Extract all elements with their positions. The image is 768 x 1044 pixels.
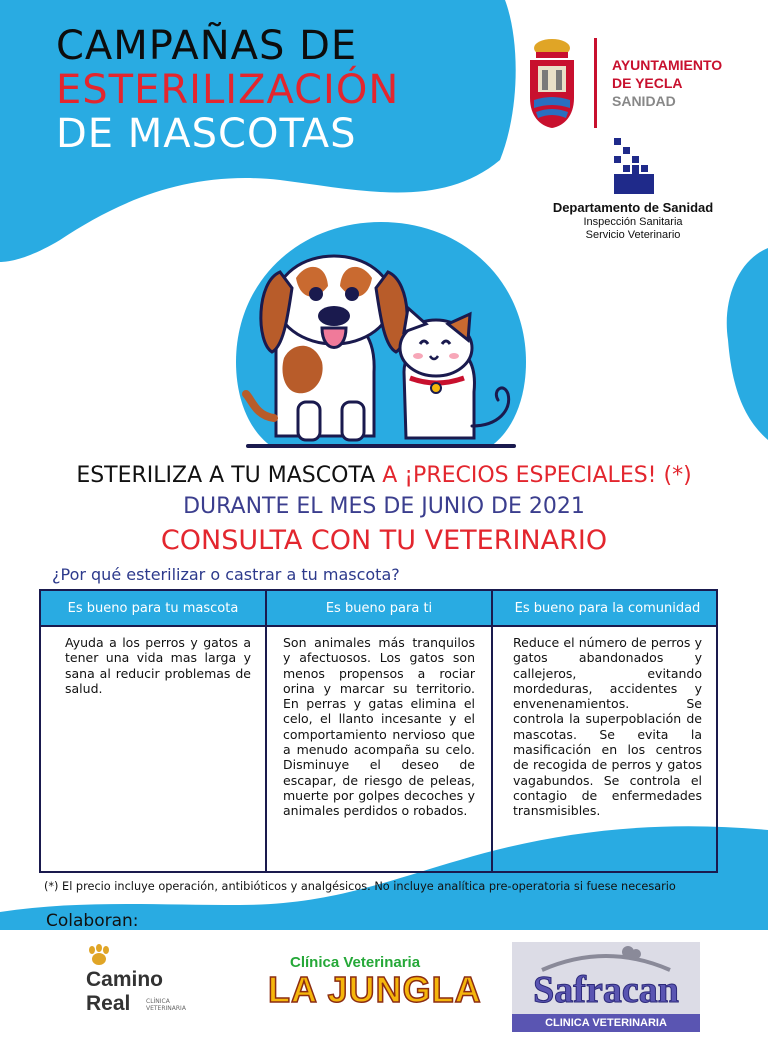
title-line-1: CAMPAÑAS DE [56,23,358,69]
camino-real-line-1: Camino [86,968,164,991]
camino-real-sub-2: VETERINARIA [146,1005,186,1012]
table-header-cell: Es bueno para tu mascota [41,591,267,625]
benefits-table [39,589,718,873]
la-jungla-logo [268,952,482,1024]
table-cell-ti: Son animales más tranquilos y afectuosos. Los gatos son menos propensos a rociar orina y marcar su territorio. En perras y gatas elimina el celo, el llanto incesante y el comportamiento nervioso que a menudo acompaña su celo. Disminuye el deseo de escapar, de riesgo de peleas, muerte por golpes decoches y animales perdidos o robados. [267,627,493,871]
departamento-sanidad [540,200,726,242]
table-cell-mascota: Ayuda a los perros y gatos a tener una vida mas larga y sana al reducir problemas de salud. [41,627,267,871]
headline-part-1: ESTERILIZA A TU MASCOTA [76,463,383,488]
camino-real-logo [86,944,196,1020]
title-line-2: ESTERILIZACIÓN [56,67,400,113]
question-heading: ¿Por qué esterilizar o castrar a tu mascota? [52,565,400,584]
title-line-3: DE MASCOTAS [56,111,357,157]
headline-line-1 [0,462,768,490]
table-header-row [41,591,716,627]
headline-line-2: DURANTE EL MES DE JUNIO DE 2021 [183,494,585,519]
right-blue-wave [727,248,768,440]
table-row [41,627,716,871]
ayuntamiento-line-2: DE YECLA [612,75,683,91]
camino-real-line-2: Real [86,992,131,1015]
safracan-sub: CLINICA VETERINARIA [512,1014,700,1032]
colaboran-label: Colaboran: [46,911,139,931]
header-divider [594,38,597,128]
la-jungla-main: LA JUNGLA [268,969,482,1010]
yecla-crest-icon [524,36,580,130]
dept-line-2: Inspección Sanitaria [583,216,683,228]
price-footnote: (*) El precio incluye operación, antibióticos y analgésicos. No incluye analítica pre-operatoria si fuese necesario [44,880,676,893]
ayuntamiento-logo [612,56,722,110]
la-jungla-top: Clínica Veterinaria [290,954,421,971]
pixel-cross-icon [612,138,656,196]
table-cell-comunidad: Reduce el número de perros y gatos abandonados y callejeros, evitando mordeduras, accidentes y envenenamientos. Se controla la superpoblación de mascotas. Se evita la masificación en los centros de recogida de perros y gatos vagabundos. Se controla el contagio de enfermedades transmisibles. [513,635,702,819]
safracan-logo [512,942,700,1032]
camino-real-sub-1: CLÍNICA [146,998,170,1005]
dog-cat-illustration [236,222,526,458]
safracan-animals-icon [512,942,700,972]
dept-line-3: Servicio Veterinario [585,229,681,241]
safracan-main: Safracan [533,969,679,1011]
ayuntamiento-line-1: AYUNTAMIENTO [612,57,723,73]
ayuntamiento-line-3: SANIDAD [612,93,676,109]
headline-line-3: CONSULTA CON TU VETERINARIO [160,525,608,556]
headline-part-2: A ¡PRECIOS ESPECIALES! (*) [382,463,692,488]
table-header-cell: Es bueno para ti [267,591,493,625]
paw-icon [86,944,112,966]
table-header-cell: Es bueno para la comunidad [514,600,701,616]
camino-real-sub [146,998,186,1012]
dept-line-1: Departamento de Sanidad [552,200,714,215]
